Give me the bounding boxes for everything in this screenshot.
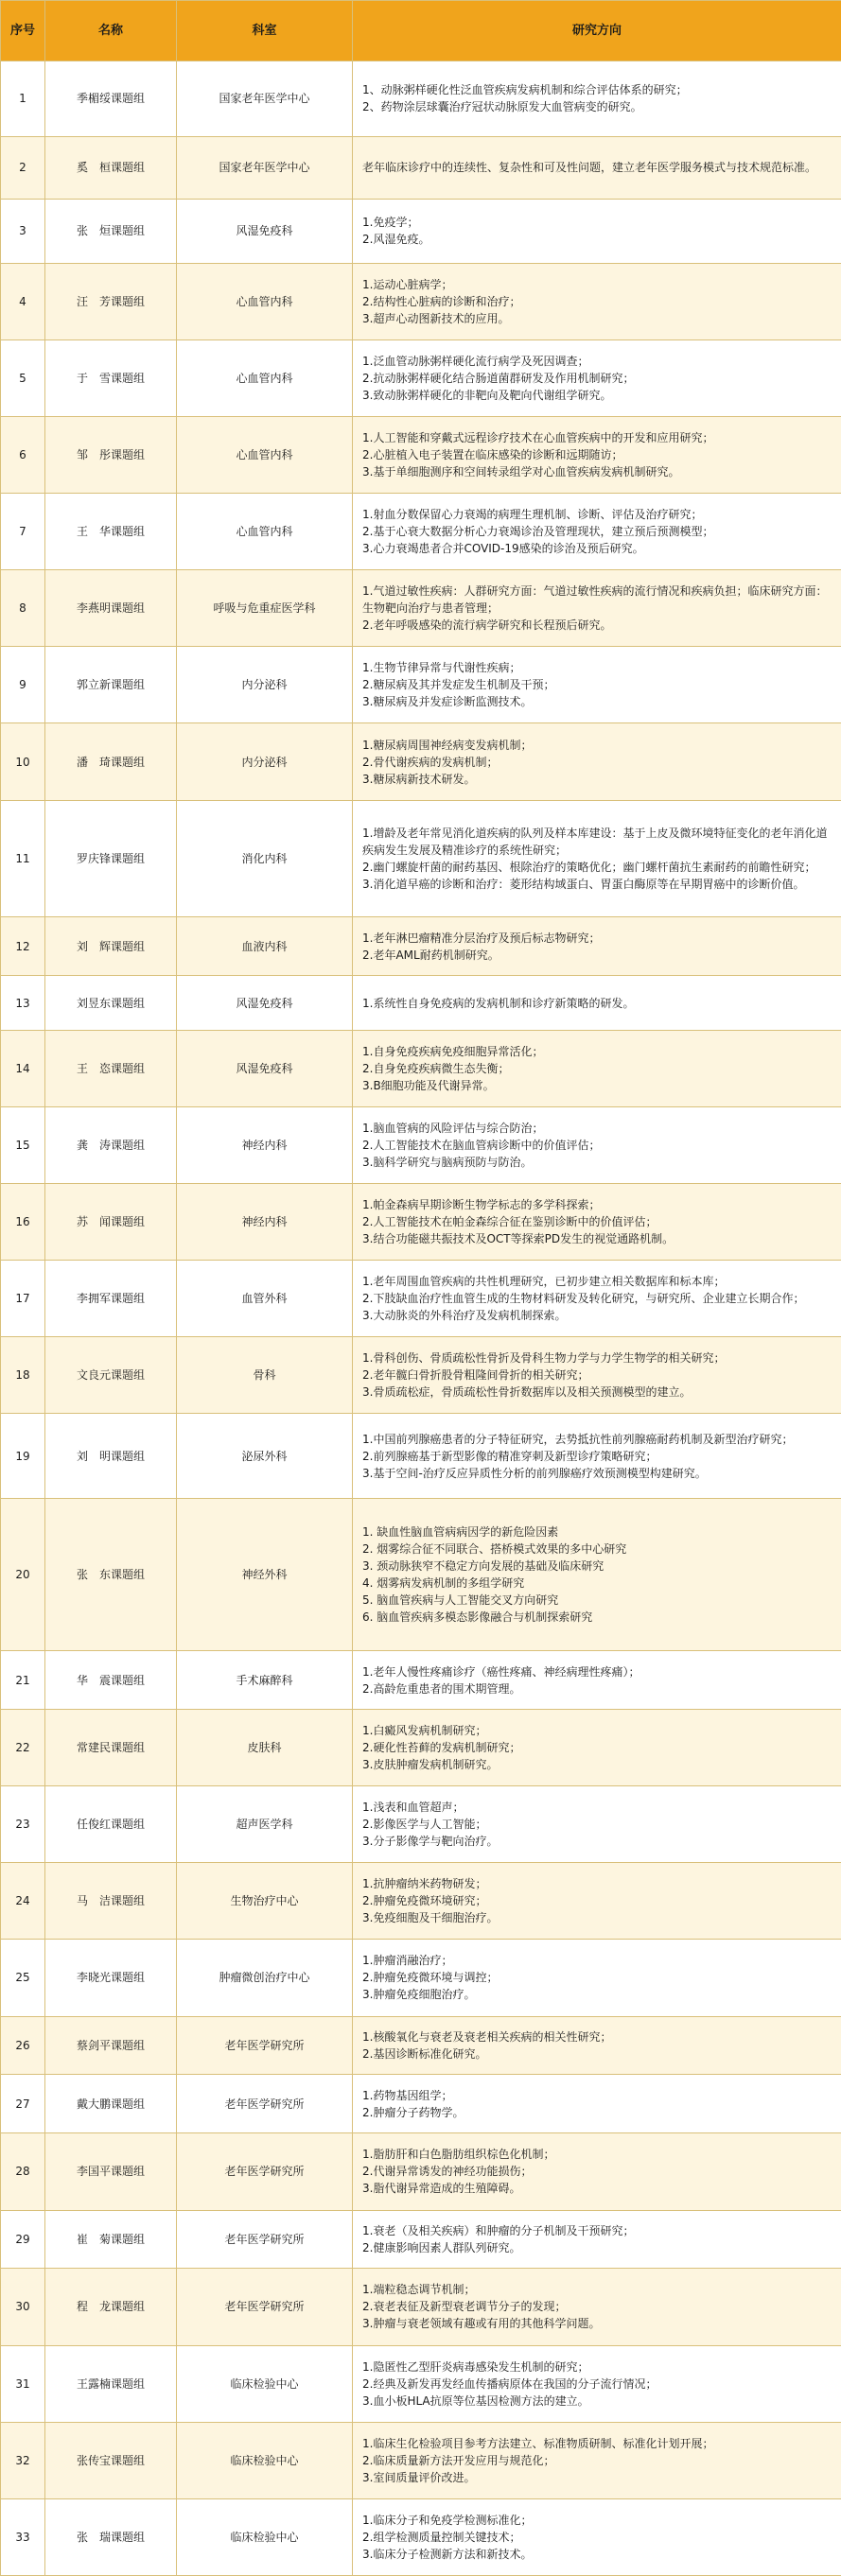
direction-line: 2.人工智能技术在脑血管病诊断中的价值评估； — [362, 1139, 601, 1153]
direction-line: 2.健康影响因素人群队列研究。 — [362, 2240, 521, 2254]
department: 临床检验中心 — [177, 2498, 353, 2575]
group-name: 程 龙课题组 — [45, 2269, 177, 2345]
table-row — [1, 800, 841, 917]
direction-line: 3.结合功能磁共振技术及OCT等探索PD发生的视觉通路机制。 — [362, 1232, 675, 1246]
research-direction — [353, 2133, 841, 2210]
table-row — [1, 2016, 841, 2075]
table-row — [1, 1107, 841, 1184]
research-direction — [353, 723, 841, 800]
direction-line: 1.抗肿瘤纳米药物研发； — [362, 1877, 487, 1891]
row-number: 29 — [1, 2210, 45, 2269]
group-name: 李拥军课题组 — [45, 1261, 177, 1337]
direction-line: 1.浅表和血管超声； — [362, 1801, 464, 1815]
table-row — [1, 339, 841, 416]
table-row — [1, 2498, 841, 2575]
department: 老年医学研究所 — [177, 2269, 353, 2345]
row-number: 27 — [1, 2075, 45, 2133]
direction-line: 2.老年呼吸感染的流行病学研究和长程预后研究。 — [362, 618, 612, 633]
direction-line: 1.骨科创伤、骨质疏松性骨折及骨科生物力学与力学生物学的相关研究； — [362, 1351, 726, 1366]
table-row — [1, 2133, 841, 2210]
direction-line: 3.肿瘤与衰老领域有趣或有用的其他科学问题。 — [362, 2317, 601, 2331]
department: 皮肤科 — [177, 1710, 353, 1786]
research-direction — [353, 1414, 841, 1499]
group-name: 张 瑞课题组 — [45, 2498, 177, 2575]
department: 风湿免疫科 — [177, 199, 353, 263]
group-name: 王露楠课题组 — [45, 2345, 177, 2422]
table-row — [1, 2422, 841, 2498]
table-row — [1, 1030, 841, 1106]
row-number: 21 — [1, 1651, 45, 1710]
department: 内分泌科 — [177, 647, 353, 723]
table-row — [1, 2269, 841, 2345]
direction-line: 2. 烟雾综合征不同联合、搭桥模式效果的多中心研究 — [362, 1542, 627, 1557]
direction-line: 2.代谢异常诱发的神经功能损伤； — [362, 2165, 533, 2179]
direction-line: 2.人工智能技术在帕金森综合征在鉴别诊断中的价值评估； — [362, 1215, 657, 1229]
group-name: 李晓光课题组 — [45, 1940, 177, 2016]
research-direction — [353, 976, 841, 1031]
research-direction — [353, 1863, 841, 1940]
direction-line: 3.免疫细胞及干细胞治疗。 — [362, 1911, 499, 1925]
department: 肿瘤微创治疗中心 — [177, 1940, 353, 2016]
table-row — [1, 976, 841, 1031]
direction-line: 3.皮肤肿瘤发病机制研究。 — [362, 1758, 499, 1772]
direction-line: 3.血小板HLA抗原等位基因检测方法的建立。 — [362, 2393, 589, 2408]
group-name: 李燕明课题组 — [45, 570, 177, 647]
header-name: 名称 — [45, 1, 177, 61]
table-row — [1, 1786, 841, 1863]
department: 消化内科 — [177, 800, 353, 917]
direction-line: 1.药物基因组学； — [362, 2088, 453, 2102]
direction-line: 1.帕金森病早期诊断生物学标志的多学科探索； — [362, 1198, 601, 1212]
direction-line: 4. 烟雾病发病机制的多组学研究 — [362, 1576, 525, 1591]
row-number: 3 — [1, 199, 45, 263]
header-dept: 科室 — [177, 1, 353, 61]
direction-line: 1.自身免疫疾病免疫细胞异常活化； — [362, 1044, 544, 1058]
direction-line: 2、药物涂层球囊治疗冠状动脉原发大血管病变的研究。 — [362, 100, 642, 114]
group-name: 王 华课题组 — [45, 494, 177, 570]
table-row — [1, 1184, 841, 1261]
table-row — [1, 2075, 841, 2133]
research-direction — [353, 1261, 841, 1337]
group-name: 华 震课题组 — [45, 1651, 177, 1710]
group-name: 蔡剑平课题组 — [45, 2016, 177, 2075]
direction-line: 2.心脏植入电子装置在临床感染的诊断和远期随访； — [362, 448, 623, 462]
direction-line: 1.射血分数保留心力衰竭的病理生理机制、诊断、评估及治疗研究； — [362, 508, 703, 522]
department: 老年医学研究所 — [177, 2133, 353, 2210]
direction-line: 1.肿瘤消融治疗； — [362, 1954, 453, 1968]
group-name: 刘 辉课题组 — [45, 917, 177, 976]
direction-line: 1.脑血管病的风险评估与综合防治； — [362, 1122, 544, 1136]
research-direction — [353, 917, 841, 976]
direction-line: 1.白癜风发病机制研究； — [362, 1724, 487, 1738]
research-direction — [353, 800, 841, 917]
row-number: 13 — [1, 976, 45, 1031]
row-number: 6 — [1, 417, 45, 494]
table-row — [1, 61, 841, 137]
row-number: 24 — [1, 1863, 45, 1940]
group-name: 张 烜课题组 — [45, 199, 177, 263]
direction-line: 3.糖尿病及并发症诊断监测技术。 — [362, 695, 533, 709]
research-direction — [353, 647, 841, 723]
direction-line: 1.临床生化检验项目参考方法建立、标准物质研制、标准化计划开展； — [362, 2436, 714, 2450]
direction-line: 1.端粒稳态调节机制； — [362, 2283, 476, 2297]
direction-line: 2.前列腺癌基于新型影像的精准穿刺及新型诊疗策略研究； — [362, 1449, 657, 1463]
direction-line: 2.肿瘤免疫微环境研究； — [362, 1894, 487, 1908]
department: 国家老年医学中心 — [177, 61, 353, 137]
direction-line: 3.脂代谢异常造成的生殖障碍。 — [362, 2182, 521, 2196]
row-number: 23 — [1, 1786, 45, 1863]
group-name: 刘昱东课题组 — [45, 976, 177, 1031]
department: 心血管内科 — [177, 339, 353, 416]
table-row — [1, 1261, 841, 1337]
direction-line: 1.核酸氧化与衰老及衰老相关疾病的相关性研究； — [362, 2029, 612, 2044]
group-name: 王 恣课题组 — [45, 1030, 177, 1106]
direction-line: 1.人工智能和穿戴式远程诊疗技术在心血管疾病中的开发和应用研究； — [362, 431, 714, 445]
research-direction — [353, 2422, 841, 2498]
row-number: 16 — [1, 1184, 45, 1261]
table-row — [1, 417, 841, 494]
group-name: 罗庆锋课题组 — [45, 800, 177, 917]
research-direction — [353, 1786, 841, 1863]
direction-line: 2.肿瘤分子药物学。 — [362, 2105, 464, 2119]
row-number: 10 — [1, 723, 45, 800]
department: 心血管内科 — [177, 494, 353, 570]
department: 神经内科 — [177, 1107, 353, 1184]
row-number: 15 — [1, 1107, 45, 1184]
direction-line: 1.运动心脏病学； — [362, 277, 453, 291]
research-direction — [353, 2345, 841, 2422]
department: 泌尿外科 — [177, 1414, 353, 1499]
direction-line: 1. 缺血性脑血管病病因学的新危险因素 — [362, 1525, 559, 1540]
direction-line: 3.肿瘤免疫细胞治疗。 — [362, 1988, 476, 2002]
table-row — [1, 1710, 841, 1786]
table-body — [1, 61, 841, 2576]
table-row — [1, 1499, 841, 1651]
group-name: 李国平课题组 — [45, 2133, 177, 2210]
table-row — [1, 2345, 841, 2422]
direction-line: 2.组学检测质量控制关键技术； — [362, 2530, 521, 2544]
direction-line: 1.气道过敏性疾病：人群研究方面：气道过敏性疾病的流行情况和疾病负担；临床研究方面：生物靶向治疗与患者管理； — [362, 584, 828, 616]
direction-line: 2.影像医学与人工智能； — [362, 1818, 487, 1832]
group-name: 戴大鹏课题组 — [45, 2075, 177, 2133]
row-number: 14 — [1, 1030, 45, 1106]
table-row — [1, 647, 841, 723]
direction-line: 3.室间质量评价改进。 — [362, 2470, 476, 2484]
department: 老年医学研究所 — [177, 2016, 353, 2075]
direction-line: 1.糖尿病周围神经病变发病机制； — [362, 738, 533, 752]
research-direction — [353, 1030, 841, 1106]
table-row — [1, 1940, 841, 2016]
group-name: 常建民课题组 — [45, 1710, 177, 1786]
direction-line: 3.B细胞功能及代谢异常。 — [362, 1078, 495, 1092]
header-direction: 研究方向 — [353, 1, 841, 61]
direction-line: 2.基因诊断标准化研究。 — [362, 2046, 487, 2061]
research-direction — [353, 263, 841, 339]
research-direction — [353, 1940, 841, 2016]
direction-line: 3.基于单细胞测序和空间转录组学对心血管疾病发病机制研究。 — [362, 465, 680, 479]
department: 生物治疗中心 — [177, 1863, 353, 1940]
row-number: 4 — [1, 263, 45, 339]
research-direction — [353, 570, 841, 647]
research-direction — [353, 494, 841, 570]
department: 国家老年医学中心 — [177, 136, 353, 199]
row-number: 17 — [1, 1261, 45, 1337]
direction-line: 3.大动脉炎的外科治疗及发病机制探索。 — [362, 1309, 567, 1323]
row-number: 19 — [1, 1414, 45, 1499]
direction-line: 3.脑科学研究与脑病预防与防治。 — [362, 1156, 533, 1170]
group-name: 崔 菊课题组 — [45, 2210, 177, 2269]
direction-line: 3.临床分子检测新方法和新技术。 — [362, 2547, 533, 2561]
group-name: 龚 涛课题组 — [45, 1107, 177, 1184]
row-number: 22 — [1, 1710, 45, 1786]
department: 风湿免疫科 — [177, 1030, 353, 1106]
direction-line: 3.基于空间-治疗反应异质性分析的前列腺癌疗效预测模型构建研究。 — [362, 1466, 707, 1480]
group-name: 张传宝课题组 — [45, 2422, 177, 2498]
group-name: 邹 彤课题组 — [45, 417, 177, 494]
direction-line: 2.老年AML耐药机制研究。 — [362, 948, 499, 962]
direction-line: 2.骨代谢疾病的发病机制； — [362, 755, 499, 769]
research-direction — [353, 1184, 841, 1261]
direction-line: 1.衰老（及相关疾病）和肿瘤的分子机制及干预研究； — [362, 2223, 635, 2237]
row-number: 9 — [1, 647, 45, 723]
group-name: 于 雪课题组 — [45, 339, 177, 416]
department: 神经外科 — [177, 1499, 353, 1651]
group-name: 郭立新课题组 — [45, 647, 177, 723]
department: 老年医学研究所 — [177, 2210, 353, 2269]
row-number: 20 — [1, 1499, 45, 1651]
direction-line: 3.心力衰竭患者合并COVID-19感染的诊治及预后研究。 — [362, 542, 644, 556]
table-row — [1, 1863, 841, 1940]
research-direction — [353, 2269, 841, 2345]
department: 血管外科 — [177, 1261, 353, 1337]
research-direction — [353, 2210, 841, 2269]
row-number: 25 — [1, 1940, 45, 2016]
research-direction — [353, 1107, 841, 1184]
table-row — [1, 917, 841, 976]
row-number: 33 — [1, 2498, 45, 2575]
direction-line: 2.幽门螺旋杆菌的耐药基因、根除治疗的策略优化；幽门螺杆菌抗生素耐药的前瞻性研究； — [362, 861, 816, 875]
direction-line: 2.经典及新发再发经血传播病原体在我国的分子流行情况； — [362, 2376, 657, 2391]
row-number: 31 — [1, 2345, 45, 2422]
group-name: 刘 明课题组 — [45, 1414, 177, 1499]
table-row — [1, 136, 841, 199]
department: 内分泌科 — [177, 723, 353, 800]
research-direction — [353, 199, 841, 263]
direction-line: 1.临床分子和免疫学检测标准化； — [362, 2513, 533, 2527]
research-direction — [353, 1337, 841, 1414]
table-row — [1, 1651, 841, 1710]
direction-line: 3.超声心动图新技术的应用。 — [362, 311, 510, 325]
direction-line: 1.老年淋巴瘤精准分层治疗及预后标志物研究； — [362, 931, 601, 945]
row-number: 5 — [1, 339, 45, 416]
direction-line: 2.自身免疫疾病微生态失衡； — [362, 1061, 510, 1075]
header-row — [1, 1, 841, 61]
direction-line: 2.衰老表征及新型衰老调节分子的发现； — [362, 2300, 567, 2314]
direction-line: 1.老年人慢性疼痛诊疗（癌性疼痛、神经病理性疼痛）； — [362, 1664, 640, 1679]
department: 超声医学科 — [177, 1786, 353, 1863]
department: 心血管内科 — [177, 417, 353, 494]
direction-line: 2.结构性心脏病的诊断和治疗； — [362, 294, 521, 308]
row-number: 1 — [1, 61, 45, 137]
department: 临床检验中心 — [177, 2422, 353, 2498]
row-number: 12 — [1, 917, 45, 976]
direction-line: 1.隐匿性乙型肝炎病毒感染发生机制的研究； — [362, 2359, 589, 2374]
row-number: 8 — [1, 570, 45, 647]
group-name: 苏 闻课题组 — [45, 1184, 177, 1261]
row-number: 11 — [1, 800, 45, 917]
table-row — [1, 570, 841, 647]
research-direction — [353, 1651, 841, 1710]
direction-line: 6. 脑血管疾病多模态影像融合与机制探索研究 — [362, 1610, 593, 1625]
direction-line: 1.中国前列腺癌患者的分子特征研究，去势抵抗性前列腺癌耐药机制及新型治疗研究； — [362, 1432, 794, 1446]
header-num: 序号 — [1, 1, 45, 61]
research-direction — [353, 2016, 841, 2075]
group-name: 文良元课题组 — [45, 1337, 177, 1414]
research-direction — [353, 1499, 841, 1651]
direction-line: 2.高龄危重患者的围术期管理。 — [362, 1681, 521, 1696]
research-direction — [353, 2075, 841, 2133]
group-name: 汪 芳课题组 — [45, 263, 177, 339]
direction-line: 3.消化道早癌的诊断和治疗：菱形结构域蛋白、胃蛋白酶原等在早期胃癌中的诊断价值。 — [362, 878, 805, 892]
department: 手术麻醉科 — [177, 1651, 353, 1710]
table-row — [1, 2210, 841, 2269]
row-number: 30 — [1, 2269, 45, 2345]
department: 心血管内科 — [177, 263, 353, 339]
direction-line: 1.免疫学； — [362, 216, 419, 230]
direction-line: 老年临床诊疗中的连续性、复杂性和可及性问题，建立老年医学服务模式与技术规范标准。 — [362, 161, 817, 175]
direction-line: 3.分子影像学与靶向治疗。 — [362, 1835, 499, 1849]
row-number: 18 — [1, 1337, 45, 1414]
direction-line: 3. 颈动脉狭窄不稳定方向发展的基础及临床研究 — [362, 1559, 604, 1574]
direction-line: 2.老年髋臼骨折股骨粗隆间骨折的相关研究； — [362, 1368, 589, 1383]
row-number: 7 — [1, 494, 45, 570]
group-name: 张 东课题组 — [45, 1499, 177, 1651]
direction-line: 2.肿瘤免疫微环境与调控； — [362, 1971, 499, 1985]
group-name: 马 洁课题组 — [45, 1863, 177, 1940]
row-number: 26 — [1, 2016, 45, 2075]
research-direction — [353, 339, 841, 416]
row-number: 32 — [1, 2422, 45, 2498]
direction-line: 2.抗动脉粥样硬化结合肠道菌群研发及作用机制研究； — [362, 371, 635, 385]
direction-line: 1.老年周围血管疾病的共性机理研究，已初步建立相关数据库和标本库； — [362, 1275, 726, 1289]
table-row — [1, 723, 841, 800]
department: 神经内科 — [177, 1184, 353, 1261]
direction-line: 2.糖尿病及其并发症发生机制及干预； — [362, 678, 555, 692]
department: 呼吸与危重症医学科 — [177, 570, 353, 647]
group-name: 季楣绥课题组 — [45, 61, 177, 137]
research-direction — [353, 2498, 841, 2575]
direction-line: 2.硬化性苔藓的发病机制研究； — [362, 1741, 521, 1755]
direction-line: 1.生物节律异常与代谢性疾病； — [362, 661, 521, 675]
table-row — [1, 263, 841, 339]
direction-line: 1.泛血管动脉粥样硬化流行病学及死因调查； — [362, 354, 589, 368]
table-row — [1, 1414, 841, 1499]
research-direction — [353, 61, 841, 137]
group-name: 潘 琦课题组 — [45, 723, 177, 800]
direction-line: 1.脂肪肝和白色脂肪组织棕色化机制； — [362, 2148, 555, 2162]
direction-line: 2.风湿免疫。 — [362, 233, 430, 247]
table-row — [1, 1337, 841, 1414]
group-name: 奚 桓课题组 — [45, 136, 177, 199]
department: 血液内科 — [177, 917, 353, 976]
department: 临床检验中心 — [177, 2345, 353, 2422]
department: 骨科 — [177, 1337, 353, 1414]
direction-line: 1.增龄及老年常见消化道疾病的队列及样本库建设：基于上皮及微环境特征变化的老年消化道疾病发生发展及精准诊疗的系统性研究； — [362, 827, 828, 858]
department: 风湿免疫科 — [177, 976, 353, 1031]
research-direction — [353, 417, 841, 494]
row-number: 2 — [1, 136, 45, 199]
direction-line: 3.糖尿病新技术研发。 — [362, 772, 476, 786]
direction-line: 1.系统性自身免疫病的发病机制和诊疗新策略的研发。 — [362, 996, 635, 1010]
table-row — [1, 494, 841, 570]
research-direction — [353, 1710, 841, 1786]
direction-line: 1、动脉粥样硬化性泛血管疾病发病机制和综合评估体系的研究； — [362, 83, 688, 97]
table-row — [1, 199, 841, 263]
row-number: 28 — [1, 2133, 45, 2210]
direction-line: 3.致动脉粥样硬化的非靶向及靶向代谢组学研究。 — [362, 388, 612, 402]
direction-line: 2.临床质量新方法开发应用与规范化； — [362, 2453, 555, 2467]
direction-line: 2.下肢缺血治疗性血管生成的生物材料研发及转化研究，与研究所、企业建立长期合作； — [362, 1292, 805, 1306]
direction-line: 2.基于心衰大数据分析心力衰竭诊治及管理现状，建立预后预测模型； — [362, 525, 714, 539]
direction-line: 3.骨质疏松症，骨质疏松性骨折数据库以及相关预测模型的建立。 — [362, 1385, 692, 1400]
research-direction — [353, 136, 841, 199]
direction-line: 5. 脑血管疾病与人工智能交叉方向研究 — [362, 1593, 559, 1608]
group-name: 任俊红课题组 — [45, 1786, 177, 1863]
department: 老年医学研究所 — [177, 2075, 353, 2133]
